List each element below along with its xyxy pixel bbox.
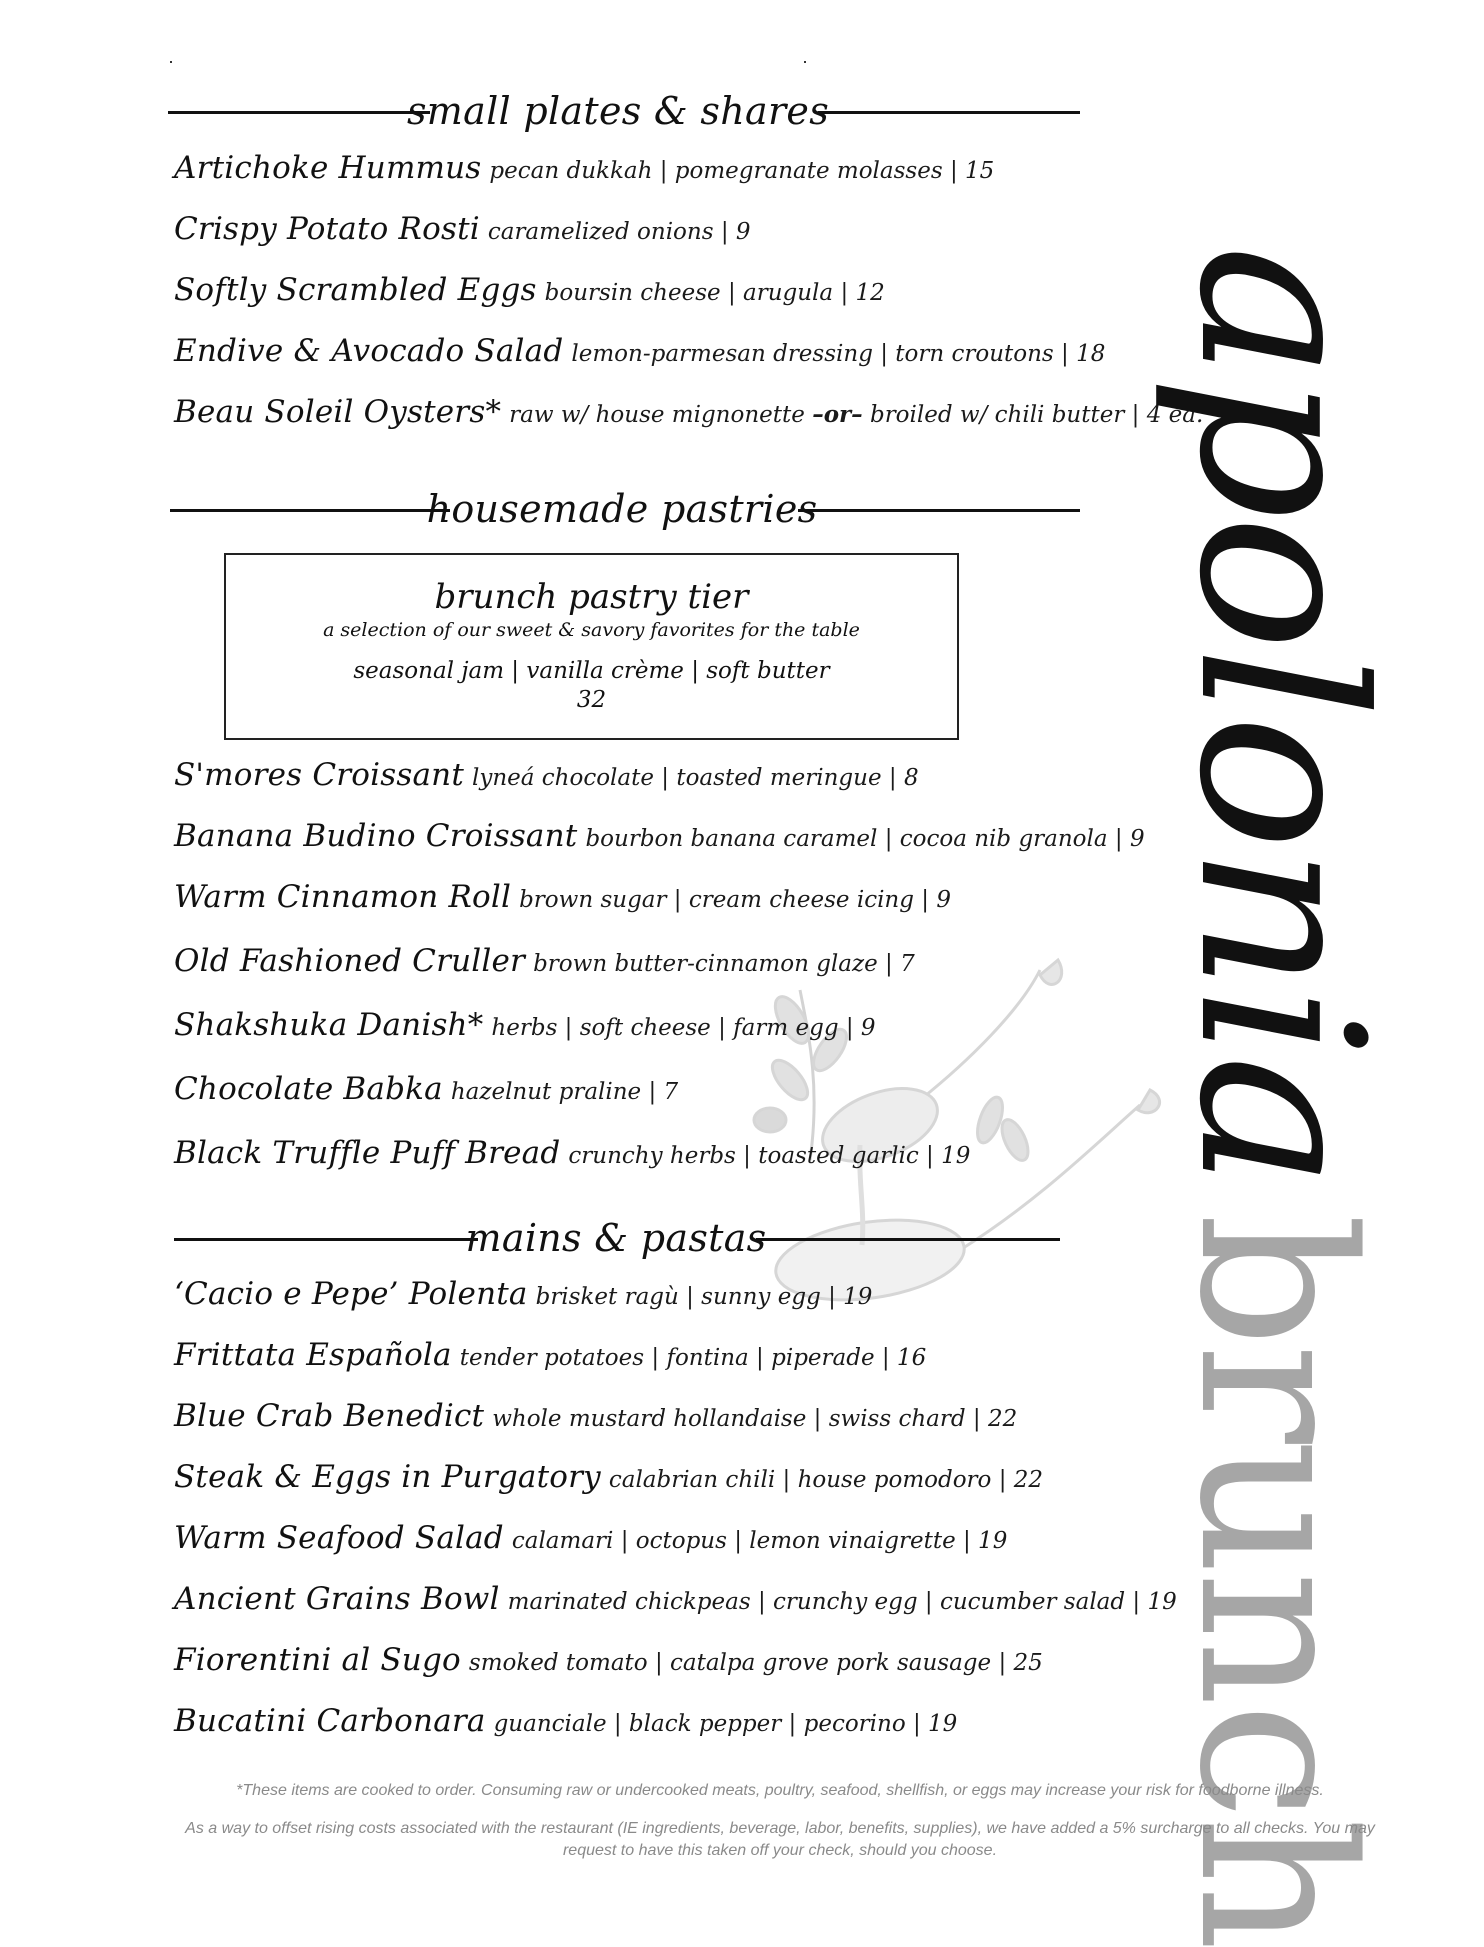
item-name: Artichoke Hummus — [174, 150, 482, 186]
surcharge-line: As a way to offset rising costs associated with the restaurant (IE ingredients, beverage, labor, benefits, supplies), we have added a 5% surcharge to all checks. You may — [185, 1820, 1375, 1837]
menu-item — [174, 1007, 1145, 1071]
menu-item — [174, 211, 1203, 272]
item-description: marinated chickpeas | crunchy egg | cucumber salad | 19 — [507, 1589, 1177, 1615]
section-header-pastries — [170, 489, 1080, 529]
surcharge-notice — [160, 1818, 1400, 1862]
section-title: mains & pastas — [465, 1216, 767, 1260]
item-name: Old Fashioned Cruller — [174, 943, 526, 979]
menu-item — [174, 1337, 1177, 1398]
section-title: housemade pastries — [426, 487, 818, 531]
menu-item — [174, 394, 1203, 455]
item-description: bourbon banana caramel | cocoa nib granola | 9 — [585, 826, 1145, 852]
surcharge-line: request to have this taken off your check, should you choose. — [562, 1842, 998, 1859]
header-rule-right — [818, 111, 1080, 114]
brand-meal: brunch — [1153, 1213, 1398, 1947]
tier-subtitle: a selection of our sweet & savory favorites for the table — [323, 619, 860, 641]
item-description: brown sugar | cream cheese icing | 9 — [519, 887, 951, 913]
menu-item — [174, 1276, 1177, 1337]
header-rule-left — [170, 509, 450, 512]
oyster-option-raw: raw w/ house mignonette — [509, 402, 805, 428]
item-name: Shakshuka Danish* — [174, 1007, 484, 1043]
item-name: Beau Soleil Oysters* — [174, 394, 502, 430]
header-rule-left — [168, 111, 430, 114]
item-name: Softly Scrambled Eggs — [174, 272, 537, 308]
menu-item — [174, 1520, 1177, 1581]
menu-item — [174, 150, 1203, 211]
menu-item — [174, 1642, 1177, 1703]
item-description: brown butter-cinnamon glaze | 7 — [533, 951, 915, 977]
raw-food-footnote: *These items are cooked to order. Consuming raw or undercooked meats, poultry, seafood, shellfish, or eggs may increase your risk for foodborne illness. — [236, 1782, 1324, 1799]
item-description: tender potatoes | fontina | piperade | 16 — [459, 1345, 927, 1371]
section-header-small-plates — [168, 91, 1078, 131]
print-mark — [804, 61, 806, 63]
header-rule-left — [174, 1238, 478, 1241]
small-plates-list — [174, 150, 1203, 455]
menu-item — [174, 1135, 1145, 1199]
pastry-tier-box — [224, 553, 959, 740]
item-name: Black Truffle Puff Bread — [174, 1135, 561, 1171]
menu-item — [174, 1398, 1177, 1459]
item-name: ‘Cacio e Pepe’ Polenta — [174, 1276, 528, 1312]
menu-item — [174, 818, 1145, 879]
item-name: Warm Cinnamon Roll — [174, 879, 512, 915]
header-rule-right — [756, 1238, 1060, 1241]
print-mark — [170, 61, 172, 63]
item-name: Banana Budino Croissant — [174, 818, 578, 854]
brand-title — [1149, 245, 1411, 1947]
header-rule-right — [798, 509, 1080, 512]
tier-detail: seasonal jam | vanilla crème | soft butter — [353, 658, 830, 684]
item-name: Warm Seafood Salad — [174, 1520, 504, 1556]
item-description: lyneá chocolate | toasted meringue | 8 — [471, 765, 919, 791]
item-name: Chocolate Babka — [174, 1071, 443, 1107]
brand-name: apolonia — [1149, 245, 1411, 1186]
item-name: Ancient Grains Bowl — [174, 1581, 500, 1617]
tier-price: 32 — [576, 687, 607, 713]
item-description: crunchy herbs | toasted garlic | 19 — [568, 1143, 971, 1169]
section-title: small plates & shares — [406, 89, 830, 133]
item-name: S'mores Croissant — [174, 757, 464, 793]
tier-title: brunch pastry tier — [434, 577, 749, 617]
item-name: Fiorentini al Sugo — [174, 1642, 461, 1678]
item-description: whole mustard hollandaise | swiss chard | 22 — [492, 1406, 1018, 1432]
item-name: Endive & Avocado Salad — [174, 333, 564, 369]
item-description: calamari | octopus | lemon vinaigrette | 19 — [511, 1528, 1008, 1554]
pastries-list — [174, 757, 1145, 1199]
item-description: caramelized onions | 9 — [487, 219, 751, 245]
item-description: calabrian chili | house pomodoro | 22 — [608, 1467, 1044, 1493]
menu-item — [174, 757, 1145, 818]
menu-item — [174, 943, 1145, 1007]
menu-item — [174, 1581, 1177, 1642]
item-description: herbs | soft cheese | farm egg | 9 — [491, 1015, 876, 1041]
item-description: brisket ragù | sunny egg | 19 — [535, 1284, 873, 1310]
menu-item — [174, 1459, 1177, 1520]
menu-item — [174, 1071, 1145, 1135]
mains-list — [174, 1276, 1177, 1764]
menu-item — [174, 879, 1145, 943]
item-description: smoked tomato | catalpa grove pork sausage | 25 — [468, 1650, 1043, 1676]
item-description — [509, 401, 1203, 428]
item-name: Frittata Española — [174, 1337, 452, 1373]
oyster-option-broiled: broiled w/ chili butter | 4 ea. — [869, 402, 1204, 428]
or-separator: –or– — [812, 401, 863, 428]
item-name: Bucatini Carbonara — [174, 1703, 486, 1739]
item-name: Steak & Eggs in Purgatory — [174, 1459, 601, 1495]
section-header-mains — [174, 1218, 1060, 1258]
menu-item — [174, 1703, 1177, 1764]
item-description: pecan dukkah | pomegranate molasses | 15 — [489, 158, 995, 184]
item-description: boursin cheese | arugula | 12 — [544, 280, 885, 306]
item-name: Blue Crab Benedict — [174, 1398, 485, 1434]
item-name: Crispy Potato Rosti — [174, 211, 480, 247]
item-description: hazelnut praline | 7 — [450, 1079, 679, 1105]
item-description: lemon-parmesan dressing | torn croutons | 18 — [571, 341, 1106, 367]
menu-item — [174, 272, 1203, 333]
item-description: guanciale | black pepper | pecorino | 19 — [493, 1711, 958, 1737]
menu-item — [174, 333, 1203, 394]
